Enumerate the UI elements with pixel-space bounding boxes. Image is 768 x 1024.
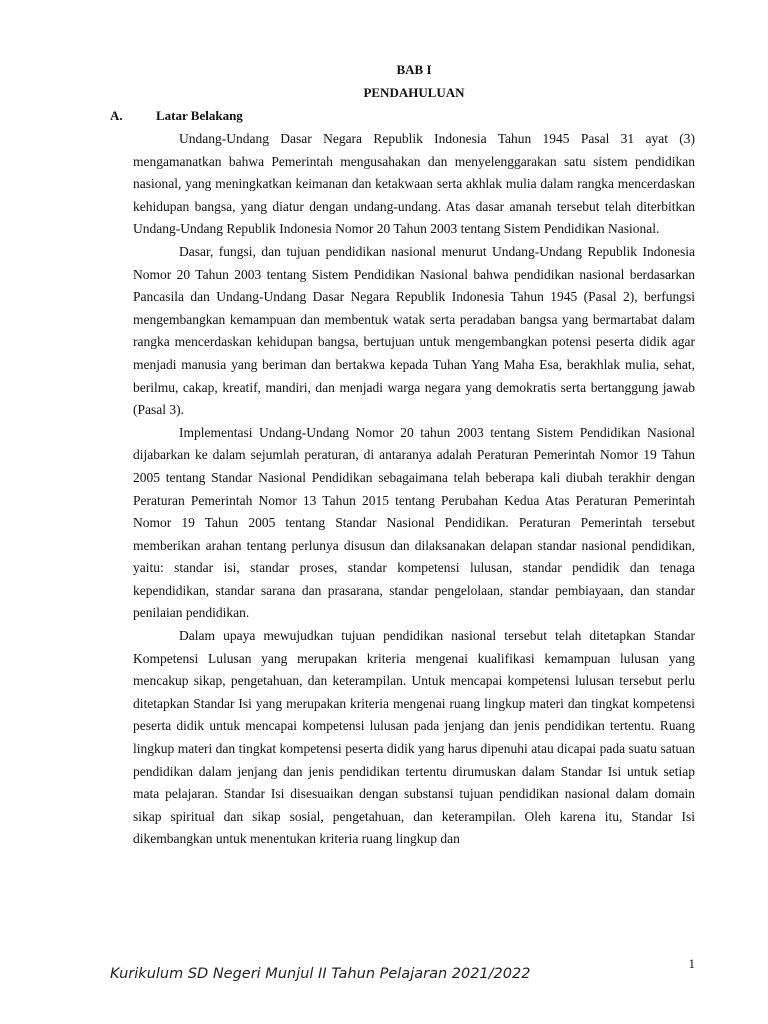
section-title: Latar Belakang xyxy=(156,108,243,123)
chapter-heading: BAB I xyxy=(396,62,432,77)
paragraph: Implementasi Undang-Undang Nomor 20 tahun 2003 tentang Sistem Pendidikan Nasional dijabarkan ke dalam sejumlah peraturan, di antaranya adalah Peraturan Pemerintah Nomor 19 Tahun 2005 tentang Standar Nasional Pendidikan sebagaimana telah beberapa kali diubah terakhir dengan Peraturan Pemerintah Nomor 13 Tahun 2015 tentang Perubahan Kedua Atas Peraturan Pemerintah Nomor 19 Tahun 2005 tentang Standar Nasional Pendidikan. Peraturan Pemerintah tersebut memberikan arahan tentang perlunya disusun dan dilaksanakan delapan standar nasional pendidikan, yaitu: standar isi, standar proses, standar kompetensi lulusan, standar pendidik dan tenaga kependidikan, standar sarana dan prasarana, standar pengelolaan, standar pembiayaan, dan standar penilaian pendidikan. xyxy=(133,424,695,621)
page-footer: Kurikulum SD Negeri Munjul II Tahun Pelajaran 2021/2022 xyxy=(110,966,531,982)
paragraph: Undang-Undang Dasar Negara Republik Indonesia Tahun 1945 Pasal 31 ayat (3) mengamanatkan bahwa Pemerintah mengusahakan dan menyelenggarakan satu sistem pendidikan nasional, yang meningkatkan keimanan dan ketakwaan serta akhlak mulia dalam rangka mencerdaskan kehidupan bangsa, yang diatur dengan undang-undang. Atas dasar amanah tersebut telah diterbitkan Undang-Undang Republik Indonesia Nomor 20 Tahun 2003 tentang Sistem Pendidikan Nasional. xyxy=(133,131,695,237)
section-number: A. xyxy=(110,108,123,123)
paragraph: Dasar, fungsi, dan tujuan pendidikan nasional menurut Undang-Undang Republik Indonesia Nomor 20 Tahun 2003 tentang Sistem Pendidikan Nasional bahwa pendidikan nasional berdasarkan Pancasila dan Undang-Undang Dasar Negara Republik Indonesia Tahun 1945 (Pasal 2), berfungsi mengembangkan kemampuan dan membentuk watak serta peradaban bangsa yang bermartabat dalam rangka mencerdaskan kehidupan bangsa, bertujuan untuk mengembangkan potensi peserta didik agar menjadi manusia yang beriman dan bertakwa kepada Tuhan Yang Maha Esa, berakhlak mulia, sehat, berilmu, cakap, kreatif, mandiri, dan menjadi warga negara yang demokratis serta bertanggung jawab (Pasal 3). xyxy=(133,243,695,418)
paragraph: Dalam upaya mewujudkan tujuan pendidikan nasional tersebut telah ditetapkan Standar Kompetensi Lulusan yang merupakan kriteria mengenai kualifikasi kemampuan lulusan yang mencakup sikap, pengetahuan, dan keterampilan. Untuk mencapai kompetensi lulusan tersebut perlu ditetapkan Standar Isi yang merupakan kriteria mengenai ruang lingkup materi dan tingkat kompetensi peserta didik untuk mencapai kompetensi lulusan pada jenjang dan jenis pendidikan tertentu. Ruang lingkup materi dan tingkat kompetensi peserta didik yang harus dipenuhi atau dicapai pada suatu satuan pendidikan dalam jenjang dan jenis pendidikan tertentu dirumuskan dalam Standar Isi untuk setiap mata pelajaran. Standar Isi disesuaikan dengan substansi tujuan pendidikan nasional dalam domain sikap spiritual dan sikap sosial, pengetahuan, dan keterampilan. Oleh karena itu, Standar Isi dikembangkan untuk menentukan kriteria ruang lingkup dan xyxy=(133,628,695,847)
page-number: 1 xyxy=(688,956,695,971)
body-text xyxy=(133,128,695,851)
section-heading xyxy=(110,108,243,124)
chapter-title: PENDAHULUAN xyxy=(363,85,465,100)
